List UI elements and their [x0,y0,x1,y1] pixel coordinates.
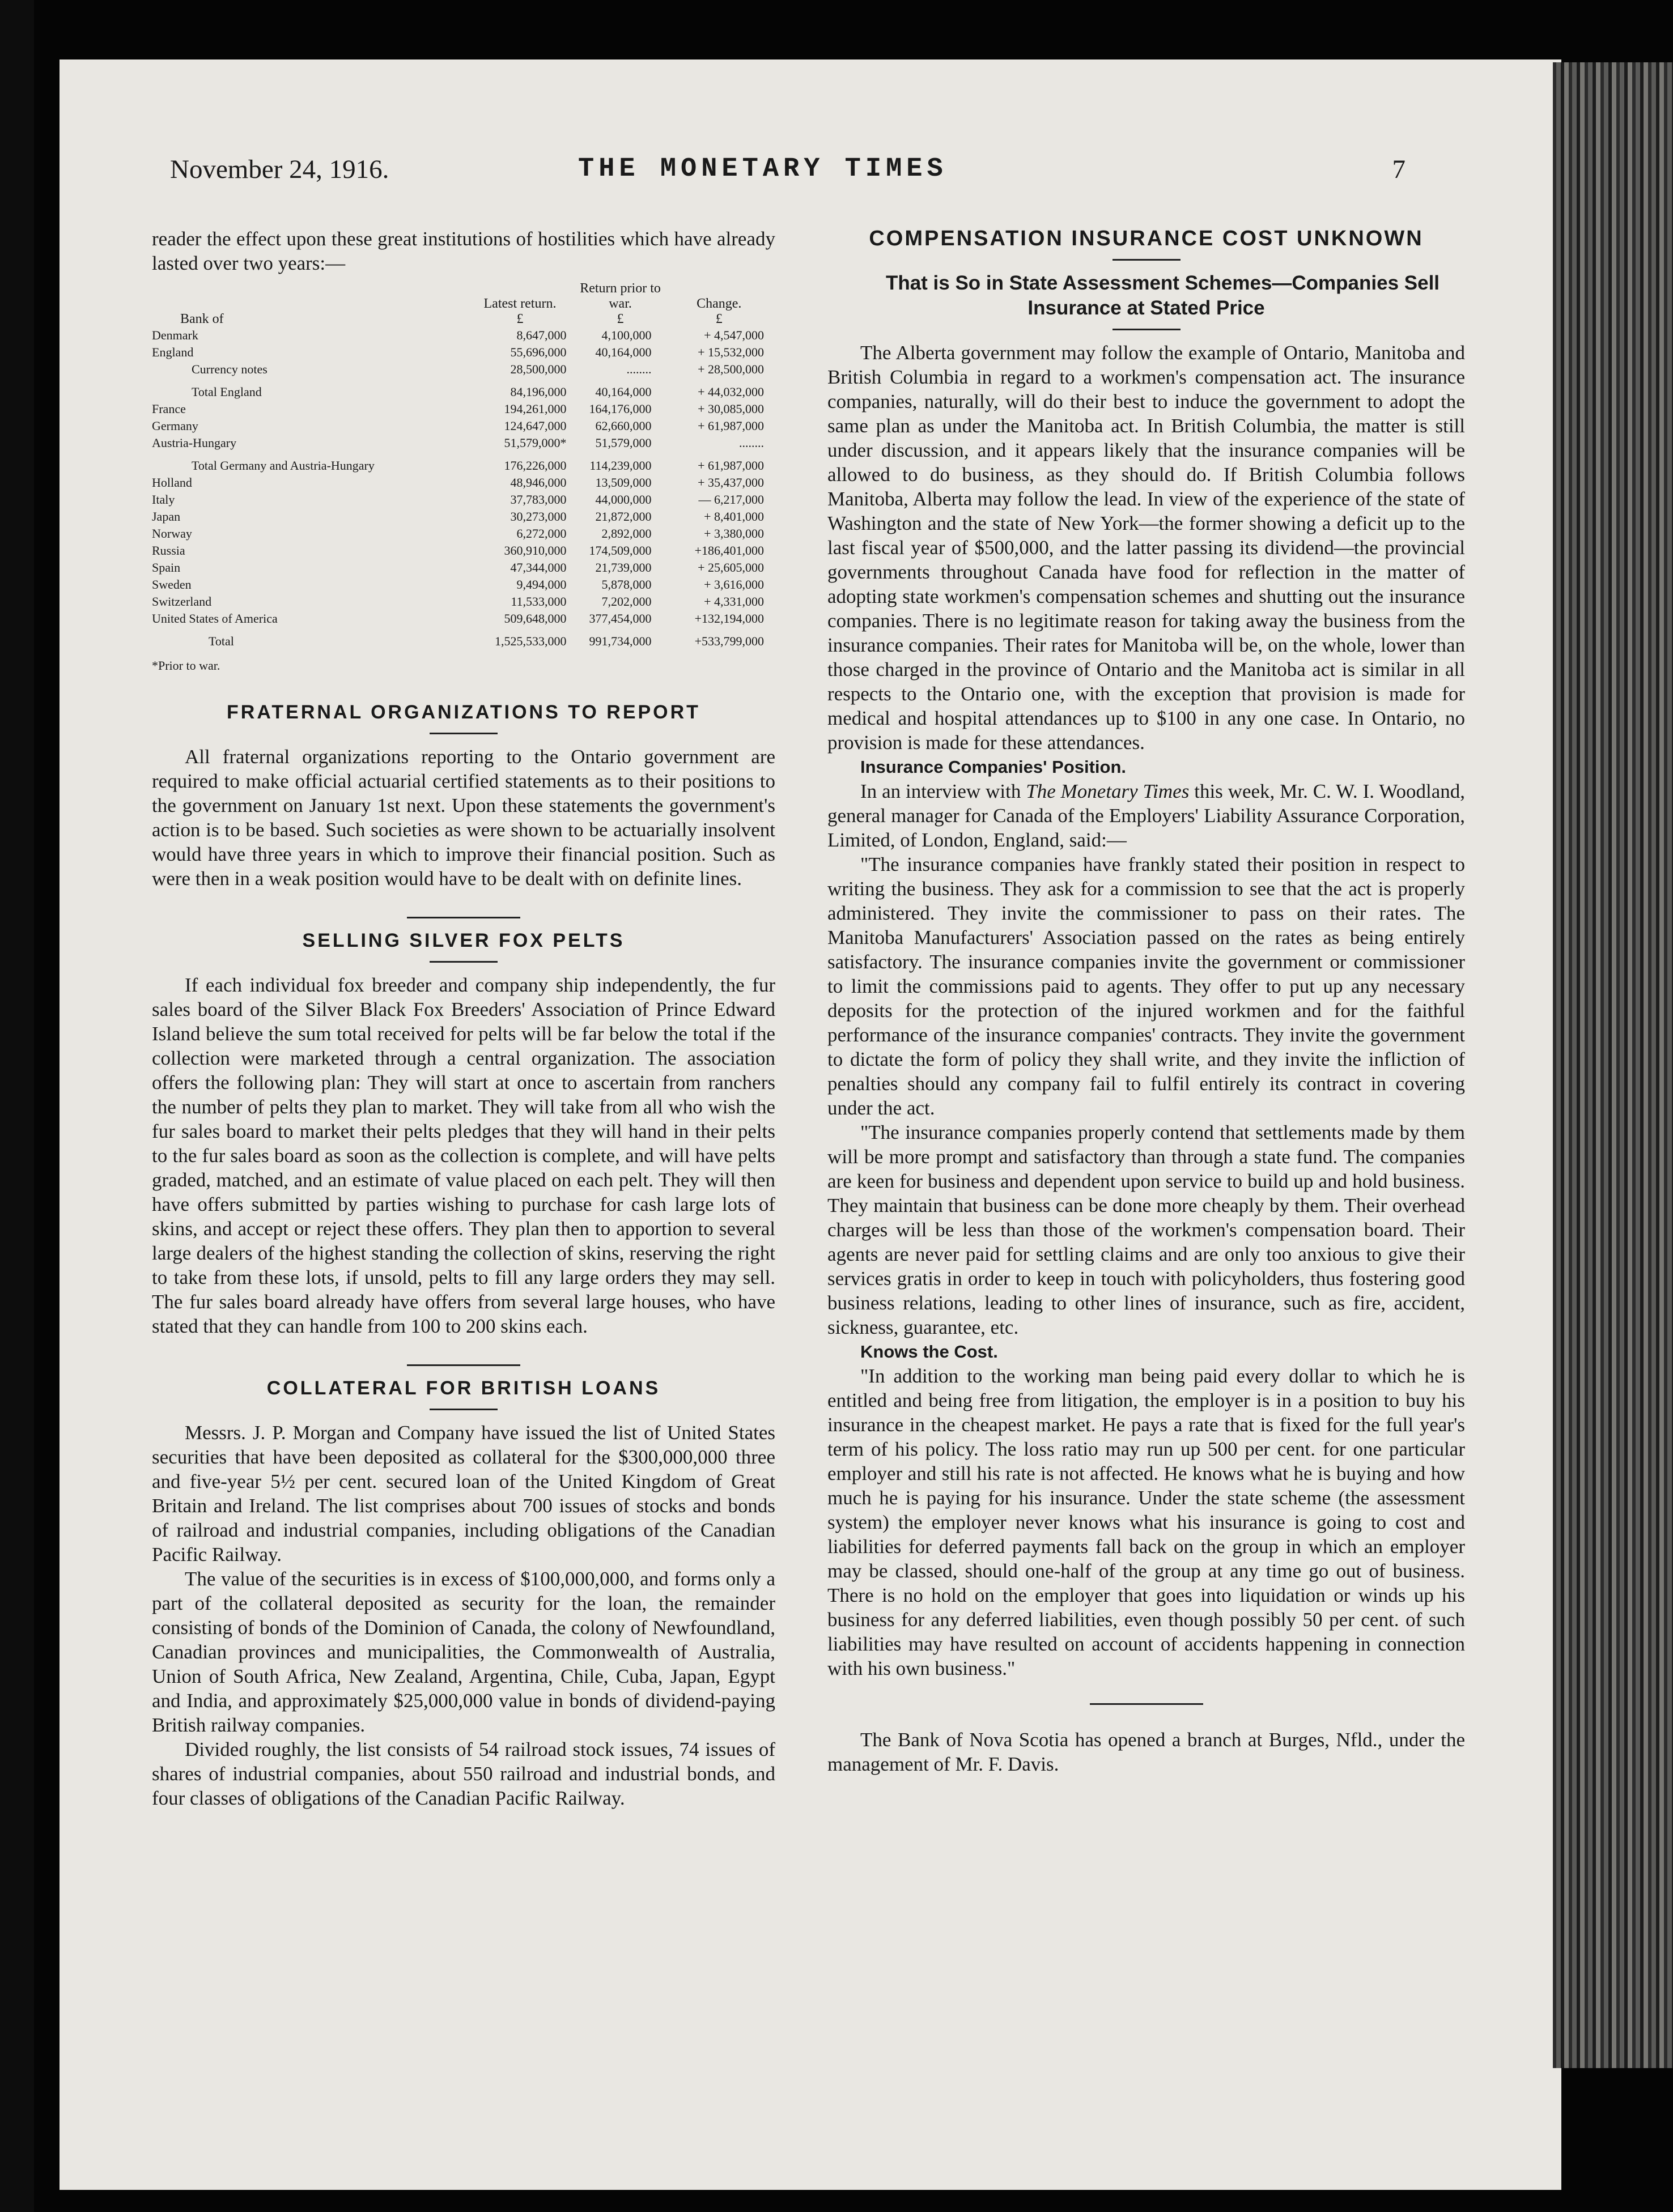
compensation-paragraph-1: The Alberta government may follow the example of Ontario, Manitoba and British Columbia in regard to a workmen's compensation act. The insurance companies, naturally, will do their best to induce the government to adopt the same plan as under the Manitoba act. In British Columbia, the matter is still under discussion, and it appears likely that the insurance companies will be allowed to do business, as they should do. If British Columbia follows Manitoba, Alberta may follow the lead. In view of the experience of the state of Washington and the state of New York—the former showing a deficit up to the last fiscal year of $500,000, and the latter passing its dividend—the provincial governments throughout Canada have food for reflection in the matter of adopting state workmen's compensation schemes and shutting out the insurance companies. There is no legitimate reason for taking away the business from the insurance companies. Their rates for Manitoba will be, on the whole, lower than those charged in the province of Ontario and the Manitoba act is similar in all respects to the Ontario one, with the exception that provision is made for medical and hospital attendances up to $100 in any one case. In Ontario, no provision is made for these attendances. [827,342,1465,754]
row-latest: 28,500,000 [510,362,567,376]
subhead-knows-cost: Knows the Cost. [860,1342,998,1362]
row-change: + 25,605,000 [698,560,764,575]
table-row [152,435,775,452]
row-bank-name: Spain [152,560,181,575]
row-prior: 377,454,000 [589,611,652,626]
row-change: + 61,987,000 [698,458,764,473]
total-prior: 991,734,000 [589,634,652,648]
row-bank-name: Austria-Hungary [152,436,237,450]
total-latest: 1,525,533,000 [495,634,567,648]
row-change: + 15,532,000 [698,345,764,359]
row-bank-name: Currency notes [192,362,267,376]
table-body [152,327,775,627]
row-latest: 194,261,000 [504,402,567,416]
row-prior: 4,100,000 [601,328,652,342]
publication-name: The Monetary Times [1026,780,1190,802]
table-row [152,542,775,559]
row-latest: 84,196,000 [510,385,567,399]
row-change: + 8,401,000 [704,509,764,524]
row-bank-name: France [152,402,186,416]
row-prior: 51,579,000 [595,436,652,450]
row-change: +186,401,000 [694,543,764,558]
table-row [152,344,775,361]
row-latest: 47,344,000 [510,560,567,575]
row-latest: 124,647,000 [504,419,567,433]
table-row [152,593,775,610]
row-change: + 30,085,000 [698,402,764,416]
fraternal-heading: FRATERNAL ORGANIZATIONS TO REPORT [227,701,700,723]
subhead-companies-position: Insurance Companies' Position. [860,757,1127,777]
table-row [152,418,775,435]
row-latest: 30,273,000 [510,509,567,524]
section-rule [1112,259,1181,261]
row-prior: 62,660,000 [595,419,652,433]
header-bank: Bank of [180,312,224,326]
row-bank-name: United States of America [152,611,278,626]
row-change: ........ [739,436,764,450]
row-prior: 21,739,000 [595,560,652,575]
table-row [152,378,775,401]
compensation-paragraph-3: "The insurance companies have frankly stated their position in respect to writing the business. They ask for a commission to see that the act is properly administered. They invite the commissioner to pass on their rates. The Manitoba Manufacturers' Association passed on the rates as being entirely satisfactory. The insurance companies invite the government or commissioner to limit the commissions paid to agents. They offer to put up any necessary deposits for the protection of the injured workmen and for the faithful performance of the insurance companies' contracts. They invite the government to dictate the form of policy they shall write, and they invite the infliction of penalties should any company fail to fulfil entirely its contract in covering under the act. [827,853,1465,1119]
intro-text: reader the effect upon these great institutions of hostilities which have already lasted over two years:— [152,228,775,274]
compensation-deck: That is So in State Assessment Schemes—Companies Sell Insurance at Stated Price [885,272,1440,319]
row-prior: 164,176,000 [589,402,652,416]
row-prior: 40,164,000 [595,385,652,399]
row-bank-name: Sweden [152,577,192,592]
table-row [152,327,775,344]
running-header [170,154,1406,194]
row-bank-name: Japan [152,509,181,524]
row-change: + 44,032,000 [698,385,764,399]
table-row [152,508,775,525]
table-row [152,525,775,542]
row-change: + 28,500,000 [698,362,764,376]
collateral-paragraph-2: The value of the securities is in excess of $100,000,000, and forms only a part of the collateral deposited as security for the loan, the remainder consisting of bonds of the Dominion of Canada, the colony of Newfoundland, Canadian provinces and municipalities, the Commonwealth of Australia, Union of South Africa, New Zealand, Argentina, Chile, Cuba, Japan, Egypt and India, and approximately $25,000,000 value in bonds of dividend-paying British railway companies. [152,1568,775,1736]
row-bank-name: Norway [152,526,192,541]
row-latest: 55,696,000 [510,345,567,359]
header-prior: Return prior to war. [580,281,661,311]
table-row [152,576,775,593]
row-change: + 3,380,000 [704,526,764,541]
row-prior: 21,872,000 [595,509,652,524]
fox-heading: SELLING SILVER FOX PELTS [302,930,625,951]
section-divider [407,1364,520,1366]
row-bank-name: Switzerland [152,594,212,609]
row-latest: 360,910,000 [504,543,567,558]
total-label: Total [209,634,234,648]
compensation-paragraph-5: "In addition to the working man being paid every dollar to which he is entitled and being free from litigation, the employer is in a position to buy his insurance in the cheapest market. He pays a rate that is fixed for the full year's term of his policy. The loss ratio may run up 500 per cent. for one particular employer and still his rate is not affected. He knows what he is buying and how much he is paying for his insurance. Under the state scheme (the assessment system) the employer never knows what his insurance is going to cost and liabilities for deferred payments fall back on the group in which an employer may be classed, should one-half of the group at any time go out of business. There is no hold on the employer that goes into liquidation or winds up his business for any deferred liabilities, even though possibly 50 per cent. of such liabilities may have resulted on account of accidents happening in connection with his own business." [827,1365,1465,1679]
row-latest: 176,226,000 [504,458,567,473]
row-prior: 40,164,000 [595,345,652,359]
row-prior: 13,509,000 [595,475,652,490]
table-header-row [152,281,775,327]
row-prior: 44,000,000 [595,492,652,507]
row-bank-name: Total Germany and Austria-Hungary [192,458,375,473]
row-change: +132,194,000 [694,611,764,626]
row-latest: 11,533,000 [511,594,567,609]
row-latest: 6,272,000 [516,526,567,541]
table-footnote: *Prior to war. [152,658,220,673]
fox-paragraph: If each individual fox breeder and company ship independently, the fur sales board of the Silver Black Fox Breeders' Association of Prince Edward Island believe the sum total received for pelts will be far below the total if the collection were marketed through a central organization. The association offers the following plan: They will start at once to ascertain from ranchers the number of pelts they plan to market. They will take from all who wish the fur sales board to market their pelts pledges that they will hand in their pelts to the fur sales board as soon as the collection is complete, and will have pelts graded, matched, and an estimate of value placed on each pelt. They will then have offers submitted by parties wishing to purchase for cash large lots of skins, and accept or reject these offers. They plan then to apportion to several large dealers of the highest standing the collection of skins, reserving the right to take from these lots, if unsold, pelts to fill any large orders they may sell. The fur sales board already have offers from several large houses, who have stated that they can handle from 100 to 200 skins each. [152,974,775,1337]
compensation-paragraph-2: In an interview with The Monetary Times this week, Mr. C. W. I. Woodland, general manager for Canada of the Employers' Liability Assurance Corporation, Limited, of London, England, said:— [827,780,1466,851]
table-total-row [152,627,775,650]
row-prior: 114,239,000 [589,458,652,473]
currency-symbol: £ [516,312,524,326]
section-rule [1112,329,1181,330]
row-latest: 48,946,000 [510,475,567,490]
total-change: +533,799,000 [694,634,764,648]
collateral-heading: COLLATERAL FOR BRITISH LOANS [266,1377,661,1399]
row-bank-name: Italy [152,492,175,507]
fraternal-paragraph: All fraternal organizations reporting to the Ontario government are required to make official actuarial certified statements as to their positions to the government on January 1st next. Upon these statements the government's action is to be based. Such societies as were shown to be actuarially insolvent would have three years in which to improve their financial position. Such as were then in a weak position would have to be dealt with on definite lines. [152,746,775,890]
row-change: + 35,437,000 [698,475,764,490]
row-latest: 509,648,000 [504,611,567,626]
collateral-paragraph-1: Messrs. J. P. Morgan and Company have issued the list of United States securities that have been deposited as collateral for the $300,000,000 three and five-year 5½ per cent. secured loan of the United Kingdom of Great Britain and Ireland. The list comprises about 700 issues of stocks and bonds of railroad and industrial companies, including obligations of the Canadian Pacific Railway. [152,1422,775,1566]
table-row [152,361,775,378]
table-row [152,452,775,474]
issue-date: November 24, 1916. [170,155,389,184]
table-row [152,474,775,491]
row-latest: 9,494,000 [516,577,567,592]
nova-scotia-notice: The Bank of Nova Scotia has opened a branch at Burges, Nfld., under the management of Mr. F. Davis. [827,1729,1465,1775]
row-prior: 5,878,000 [601,577,652,592]
section-divider [1090,1703,1203,1705]
section-rule [430,733,498,734]
row-prior: 2,892,000 [601,526,652,541]
collateral-paragraph-3: Divided roughly, the list consists of 54 railroad stock issues, 74 issues of shares of industrial companies, about 550 railroad and industrial bonds, and four classes of obligations of the Canadian Pacific Railway. [152,1738,775,1809]
table-row [152,610,775,627]
right-column [827,227,1465,1776]
currency-symbol: £ [617,312,624,326]
section-divider [407,917,520,918]
row-change: + 61,987,000 [698,419,764,433]
left-column [152,227,775,1810]
row-latest: 8,647,000 [516,328,567,342]
row-bank-name: England [152,345,194,359]
bank-reserves-table [152,281,775,650]
row-change: + 3,616,000 [704,577,764,592]
table-row [152,491,775,508]
section-rule [430,961,498,963]
masthead-title: THE MONETARY TIMES [578,154,948,184]
row-bank-name: Russia [152,543,185,558]
page-number: 7 [1392,155,1406,184]
compensation-heading: COMPENSATION INSURANCE COST UNKNOWN [869,227,1424,250]
row-prior: ........ [626,362,652,376]
row-latest: 51,579,000* [504,436,567,450]
row-change: + 4,547,000 [704,328,764,342]
row-prior: 174,509,000 [589,543,652,558]
page-edges-binding [1553,62,1673,2068]
row-bank-name: Holland [152,475,192,490]
header-latest: Latest return. [483,296,557,311]
row-change: — 6,217,000 [698,492,764,507]
row-change: + 4,331,000 [704,594,764,609]
table-row [152,401,775,418]
header-change: Change. [697,296,742,311]
compensation-paragraph-4: "The insurance companies properly contend that settlements made by them will be more prompt and satisfactory than through a state fund. The companies are keen for business and dependent upon service to build up and hold business. They maintain that business can be done more cheaply by them. Their overhead charges will be less than those of the workmen's compensation board. Their agents are never paid for settling claims and are only too anxious to give their services gratis in order to keep in touch with policyholders, thus fostering good business relations, leading to other lines of insurance, such as fire, accident, sickness, guarantee, etc. [827,1121,1465,1338]
row-bank-name: Germany [152,419,198,433]
section-rule [430,1409,498,1410]
row-bank-name: Denmark [152,328,198,342]
row-bank-name: Total England [192,385,262,399]
table-row [152,559,775,576]
row-latest: 37,783,000 [510,492,567,507]
row-prior: 7,202,000 [601,594,652,609]
currency-symbol: £ [715,312,723,326]
dark-gutter [0,0,34,2212]
